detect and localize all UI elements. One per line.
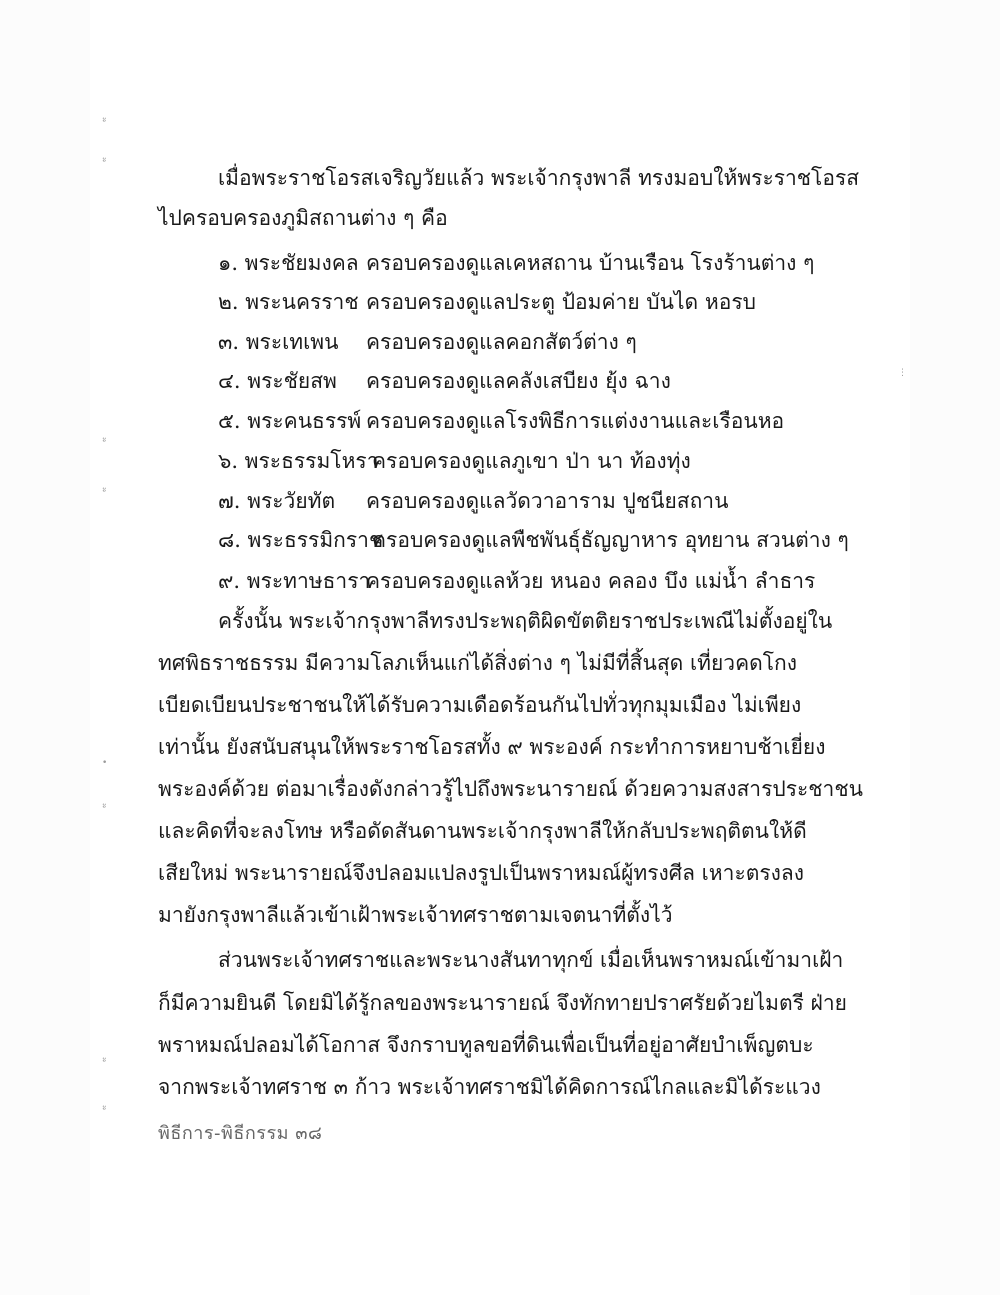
list-item-number: ๓. พระเทเพน [218, 330, 339, 354]
scan-speck: ะ [102, 801, 107, 811]
list-item-number: ๑. พระชัยมงคล [218, 251, 359, 275]
list-item-number: ๒. พระนครราช [218, 290, 359, 314]
list-item-description: ครอบครองดูแลพืชพันธุ์ธัญญาหาร อุทยาน สวนต่าง ๆ [372, 528, 849, 552]
list-item-number: ๔. พระชัยสพ [218, 369, 337, 393]
list-item-number: ๕. พระคนธรรพ์ [218, 409, 362, 433]
scan-margin-left [0, 0, 90, 1295]
paragraph-line: มายังกรุงพาลีแล้วเข้าเฝ้าพระเจ้าทศราชตามเจตนาที่ตั้งไว้ [158, 903, 673, 927]
list-item-description: ครอบครองดูแลภูเขา ป่า นา ท้องทุ่ง [372, 449, 691, 473]
paragraph-line: ทศพิธราชธรรม มีความโลภเห็นแก่ได้สิ่งต่าง ๆ ไม่มีที่สิ้นสุด เที่ยวคดโกง [158, 651, 798, 675]
scan-speck: ะ [102, 435, 107, 445]
paragraph-line: เบียดเบียนประชาชนให้ได้รับความเดือดร้อนกันไปทั่วทุกมุมเมือง ไม่เพียง [158, 693, 802, 717]
scan-speck: ะ [102, 115, 107, 125]
scan-speck: ะ [102, 485, 107, 495]
list-item-number: ๘. พระธรรมิกราช [218, 528, 384, 552]
paragraph-line: ก็มีความยินดี โดยมิได้รู้กลของพระนารายณ์ จึงทักทายปราศรัยด้วยไมตรี ฝ่าย [158, 991, 847, 1015]
paragraph-line: ครั้งนั้น พระเจ้ากรุงพาลีทรงประพฤติผิดขัตติยราชประเพณีไม่ตั้งอยู่ใน [218, 609, 833, 633]
scan-margin-right [910, 0, 1000, 1295]
paragraph-line: และคิดที่จะลงโทษ หรือดัดสันดานพระเจ้ากรุงพาลีให้กลับประพฤติตนให้ดี [158, 819, 807, 843]
paragraph-line: พระองค์ด้วย ต่อมาเรื่องดังกล่าวรู้ไปถึงพระนารายณ์ ด้วยความสงสารประชาชน [158, 777, 863, 801]
paragraph-line: จากพระเจ้าทศราช ๓ ก้าว พระเจ้าทศราชมิได้คิดการณ์ไกลและมิได้ระแวง [158, 1075, 821, 1099]
list-item-description: ครอบครองดูแลคอกสัตว์ต่าง ๆ [366, 330, 637, 354]
list-item-description: ครอบครองดูแลโรงพิธีการแต่งงานและเรือนหอ [366, 409, 785, 433]
scan-speck: ะ [102, 1055, 107, 1065]
scan-speck: ะ [102, 155, 107, 165]
page-footer: พิธีการ-พิธีกรรม ๓๘ [158, 1123, 323, 1144]
scan-speck: ะ [102, 1103, 107, 1113]
intro-line-2: ไปครอบครองภูมิสถานต่าง ๆ คือ [158, 206, 448, 230]
list-item-description: ครอบครองดูแลห้วย หนอง คลอง บึง แม่น้ำ ลำธาร [366, 569, 816, 593]
list-item-description: ครอบครองดูแลคลังเสบียง ยุ้ง ฉาง [366, 369, 671, 393]
scan-speck: ⋮ [898, 368, 907, 378]
paragraph-line: เท่านั้น ยังสนับสนุนให้พระราชโอรสทั้ง ๙ พระองค์ กระทำการหยาบช้าเยี่ยง [158, 735, 826, 759]
list-item-description: ครอบครองดูแลเคหสถาน บ้านเรือน โรงร้านต่าง ๆ [366, 251, 815, 275]
intro-line-1: เมื่อพระราชโอรสเจริญวัยแล้ว พระเจ้ากรุงพาลี ทรงมอบให้พระราชโอรส [218, 166, 860, 190]
list-item-number: ๗. พระวัยทัต [218, 489, 336, 513]
scan-speck: • [102, 758, 108, 768]
paragraph-line: ส่วนพระเจ้าทศราชและพระนางสันทาทุกข์ เมื่อเห็นพราหมณ์เข้ามาเฝ้า [218, 948, 844, 972]
paragraph-line: พราหมณ์ปลอมได้โอกาส จึงกราบทูลขอที่ดินเพื่อเป็นที่อยู่อาศัยบำเพ็ญตบะ [158, 1033, 814, 1057]
list-item-number: ๙. พระทาษธารา [218, 569, 371, 593]
paragraph-line: เสียใหม่ พระนารายณ์จึงปลอมแปลงรูปเป็นพราหมณ์ผู้ทรงศีล เหาะตรงลง [158, 861, 805, 885]
list-item-description: ครอบครองดูแลประตู ป้อมค่าย บันได หอรบ [366, 290, 756, 314]
list-item-number: ๖. พระธรรมโหรา [218, 449, 379, 473]
list-item-description: ครอบครองดูแลวัดวาอาราม ปูชนียสถาน [366, 489, 729, 513]
